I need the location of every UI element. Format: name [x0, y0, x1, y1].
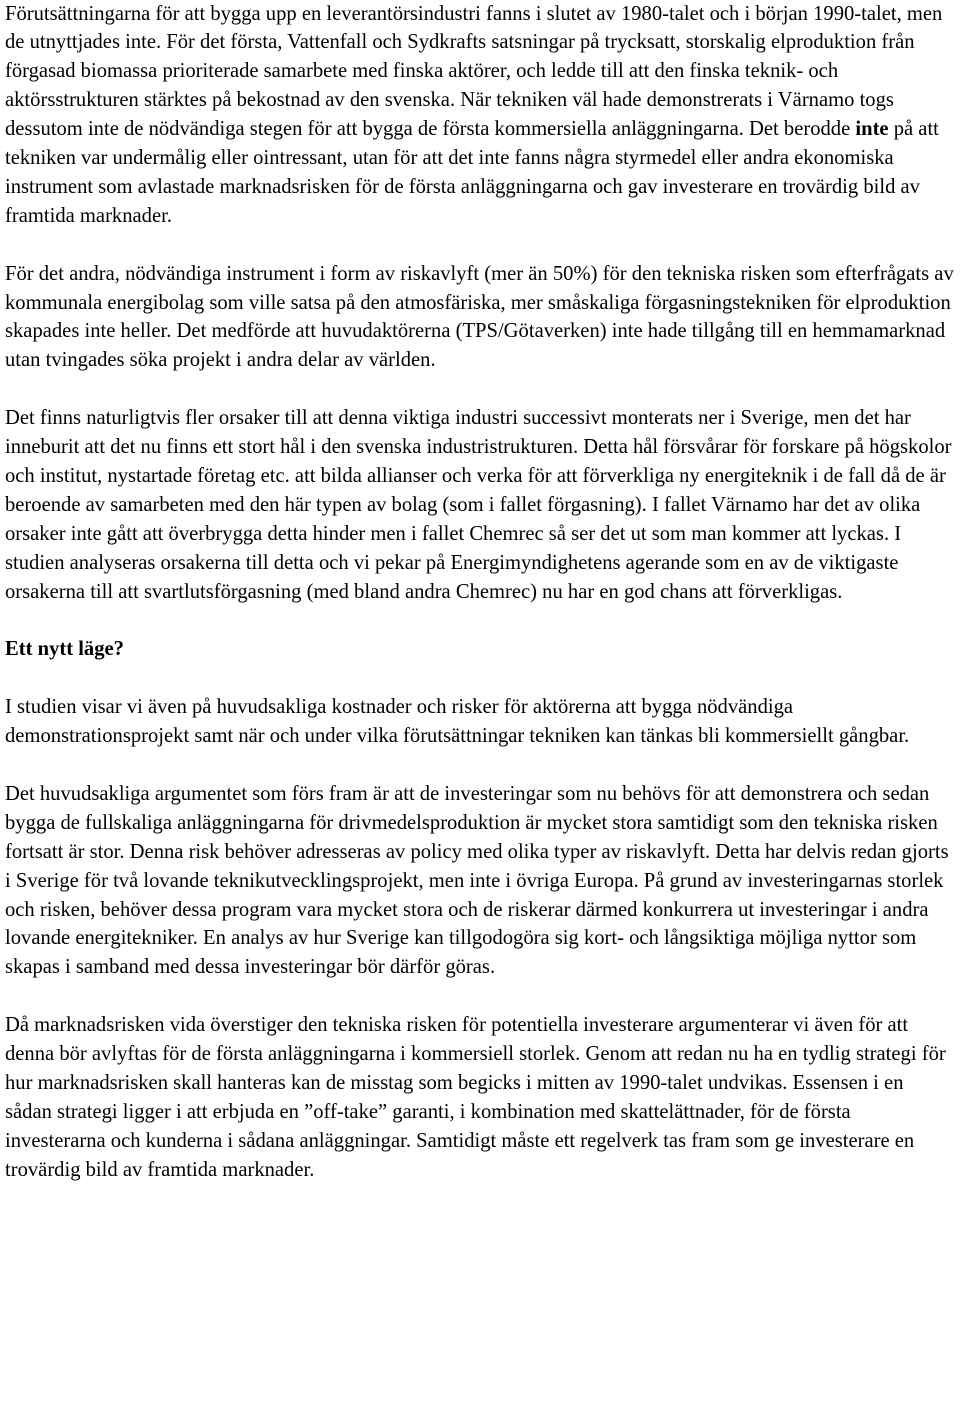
paragraph-1 [5, 0, 955, 231]
paragraph-1-text-b: på att tekniken var undermålig eller ointressant, utan för att det inte fanns några styrmedel eller andra ekonomiska instrument som avlastade marknadsrisken för de första anläggningarna och gav investerare en trovärdig bild av framtida marknader. [5, 118, 939, 227]
document-page [5, 0, 955, 1213]
section-heading: Ett nytt läge? [5, 638, 124, 661]
paragraph-4: I studien visar vi även på huvudsakliga kostnader och risker för aktörerna att bygga nödvändiga demonstrationsprojekt samt när och under vilka förutsättningar tekniken kan tänkas bli kommersiellt gångbar. [5, 696, 910, 748]
paragraph-2: För det andra, nödvändiga instrument i form av riskavlyft (mer än 50%) för den tekniska risken som efterfrågats av kommunala energibolag som ville satsa på den atmosfäriska, mer småskaliga förgasningstekniken för elproduktion skapades inte heller. Det medförde att huvudaktörerna (TPS/Götaverken) inte hade tillgång till en hemmamarknad utan tvingades söka projekt i andra delar av världen. [5, 262, 954, 372]
paragraph-1-text-a: Förutsättningarna för att bygga upp en leverantörsindustri fanns i slutet av 1980-talet och i början 1990-talet, men de utnyttjades inte. För det första, Vattenfall och Sydkrafts satsningar på trycksatt, storskalig elproduktion från förgasad biomassa prioriterade samarbete med finska aktörer, och ledde till att den finska teknik- och aktörsstrukturen stärktes på bekostnad av den svenska. När tekniken väl hade demonstrerats i Värnamo togs dessutom inte de nödvändiga stegen för att bygga de första kommersiella anläggningarna. Det berodde [5, 2, 943, 141]
paragraph-5: Det huvudsakliga argumentet som förs fram är att de investeringar som nu behövs för att demonstrera och sedan bygga de fullskaliga anläggningarna för drivmedelsproduktion är mycket stora samtidigt som den tekniska risken fortsatt är stor. Denna risk behöver adresseras av policy med olika typer av riskavlyft. Detta har delvis redan gjorts i Sverige för två lovande teknikutvecklingsprojekt, men inte i övriga Europa. På grund av investeringarnas storlek och risken, behöver dessa program vara mycket stora och de riskerar därmed konkurrera ut investeringar i andra lovande energitekniker. En analys av hur Sverige kan tillgodogöra sig kort- och långsiktiga möjliga nyttor som skapas i samband med dessa investeringar bör därför göras. [5, 782, 949, 979]
paragraph-1-emphasis: inte [855, 118, 889, 141]
paragraph-3: Det finns naturligtvis fler orsaker till att denna viktiga industri successivt monterats ner i Sverige, men det har inneburit att det nu finns ett stort hål i den svenska industristrukturen. Detta hål försvårar för forskare på högskolor och institut, nystartade företag etc. att bilda allianser och verka för att förverkliga ny energiteknik i de fall då de är beroende av samarbeten med den här typen av bolag (som i fallet förgasning). I fallet Värnamo har det av olika orsaker inte gått att överbrygga detta hinder men i fallet Chemrec så ser det ut som man kommer att lyckas. I studien analyseras orsakerna till detta och vi pekar på Energimyndighetens agerande som en av de viktigaste orsakerna till att svartlutsförgasning (med bland andra Chemrec) nu har en god chans att förverkligas. [5, 407, 952, 603]
paragraph-6: Då marknadsrisken vida överstiger den tekniska risken för potentiella investerare argumenterar vi även för att denna bör avlyftas för de första anläggningarna i kommersiell storlek. Genom att redan nu ha en tydlig strategi för hur marknadsrisken skall hanteras kan de misstag som begicks i mitten av 1990-talet undvikas. Essensen i en sådan strategi ligger i att erbjuda en ”off-take” garanti, i kombination med skattelättnader, för de första investerarna och kunderna i sådana anläggningar. Samtidigt måste ett regelverk tas fram som ge investerare en trovärdig bild av framtida marknader. [5, 1014, 946, 1181]
